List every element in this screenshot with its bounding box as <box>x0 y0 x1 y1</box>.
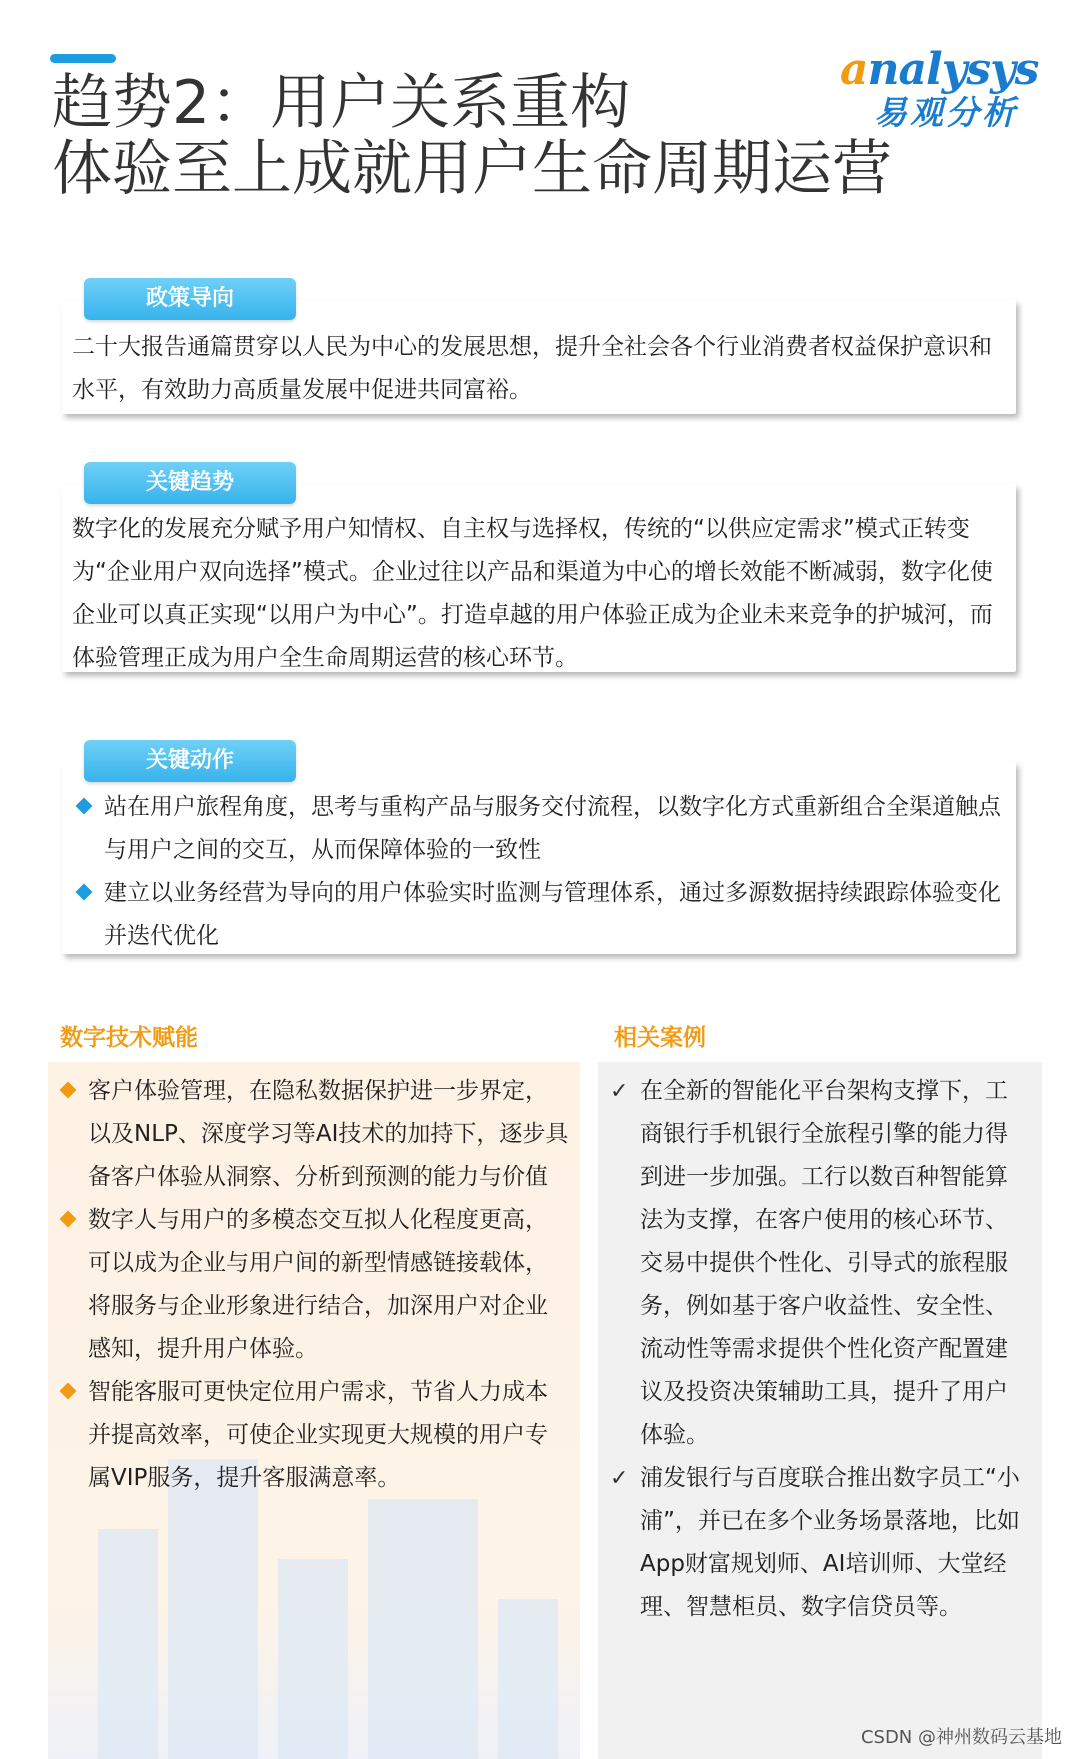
trend-tag: 关键趋势 <box>84 462 296 504</box>
list-item: 建立以业务经营为导向的用户体验实时监测与管理体系，通过多源数据持续跟踪体验变化并迭代优化 <box>76 872 1002 958</box>
city-skyline-decoration <box>498 1599 558 1759</box>
cases-list <box>610 1070 1030 1629</box>
list-item: 客户体验管理，在隐私数据保护进一步界定，以及NLP、深度学习等AI技术的加持下，逐步具备客户体验从洞察、分析到预测的能力与价值 <box>58 1070 570 1199</box>
diamond-bullet-icon <box>60 1082 77 1099</box>
actions-panel <box>62 762 1016 954</box>
diamond-bullet-icon <box>76 884 93 901</box>
city-skyline-decoration <box>168 1459 258 1759</box>
logo-brand-cn: 易观分析 <box>874 93 1018 132</box>
trend-panel <box>62 484 1016 672</box>
trend-text: 数字化的发展充分赋予用户知情权、自主权与选择权，传统的“以供应定需求”模式正转变为“企业用户双向选择”模式。企业过往以产品和渠道为中心的增长效能不断减弱，数字化使企业可以真正实现“以用户为中心”。打造卓越的用户体验正成为企业未来竞争的护城河，而体验管理正成为用户全生命周期运营的核心环节。 <box>72 516 993 671</box>
diamond-bullet-icon <box>60 1211 77 1228</box>
actions-list <box>76 786 1002 958</box>
policy-tag: 政策导向 <box>84 278 296 320</box>
list-item: 智能客服可更快定位用户需求，节省人力成本并提高效率，可使企业实现更大规模的用户专属VIP服务，提升客服满意率。 <box>58 1371 570 1500</box>
page-title <box>52 70 892 202</box>
analysys-logo <box>840 46 1040 132</box>
check-icon: ✓ <box>610 1466 629 1491</box>
list-item: 站在用户旅程角度，思考与重构产品与服务交付流程，以数字化方式重新组合全渠道触点与用户之间的交互，从而保障体验的一致性 <box>76 786 1002 872</box>
cases-section-title: 相关案例 <box>614 1025 706 1051</box>
diamond-bullet-icon <box>60 1383 77 1400</box>
tech-list <box>58 1070 570 1500</box>
list-item: ✓ 在全新的智能化平台架构支撑下，工商银行手机银行全旅程引擎的能力得到进一步加强。工行以数百种智能算法为支撑，在客户使用的核心环节、交易中提供个性化、引导式的旅程服务，例如基于客户收益性、安全性、流动性等需求提供个性化资产配置建议及投资决策辅助工具，提升了用户体验。 <box>610 1070 1030 1457</box>
csdn-watermark: CSDN @神州数码云基地 <box>860 1727 1062 1748</box>
tech-section-title: 数字技术赋能 <box>60 1025 198 1051</box>
logo-brand-en: nalysys <box>867 44 1039 95</box>
page-title-line2: 体验至上成就用户生命周期运营 <box>52 134 892 204</box>
city-skyline-decoration <box>278 1559 348 1759</box>
title-accent-bar <box>50 54 116 63</box>
page-title-line1: 趋势2：用户关系重构 <box>52 68 631 138</box>
check-icon: ✓ <box>610 1079 629 1104</box>
city-skyline-decoration <box>98 1529 158 1759</box>
list-item: ✓ 浦发银行与百度联合推出数字员工“小浦”，并已在多个业务场景落地，比如App财富规划师、AI培训师、大堂经理、智慧柜员、数字信贷员等。 <box>610 1457 1030 1629</box>
actions-tag: 关键动作 <box>84 740 296 782</box>
policy-text: 二十大报告通篇贯穿以人民为中心的发展思想，提升全社会各个行业消费者权益保护意识和水平，有效助力高质量发展中促进共同富裕。 <box>72 334 992 403</box>
city-skyline-decoration <box>368 1499 478 1759</box>
list-item: 数字人与用户的多模态交互拟人化程度更高，可以成为企业与用户间的新型情感链接载体，将服务与企业形象进行结合，加深用户对企业感知，提升用户体验。 <box>58 1199 570 1371</box>
cases-column <box>598 1062 1042 1759</box>
diamond-bullet-icon <box>76 798 93 815</box>
tech-column <box>48 1062 580 1759</box>
logo-brand-en-first: a <box>840 44 868 95</box>
